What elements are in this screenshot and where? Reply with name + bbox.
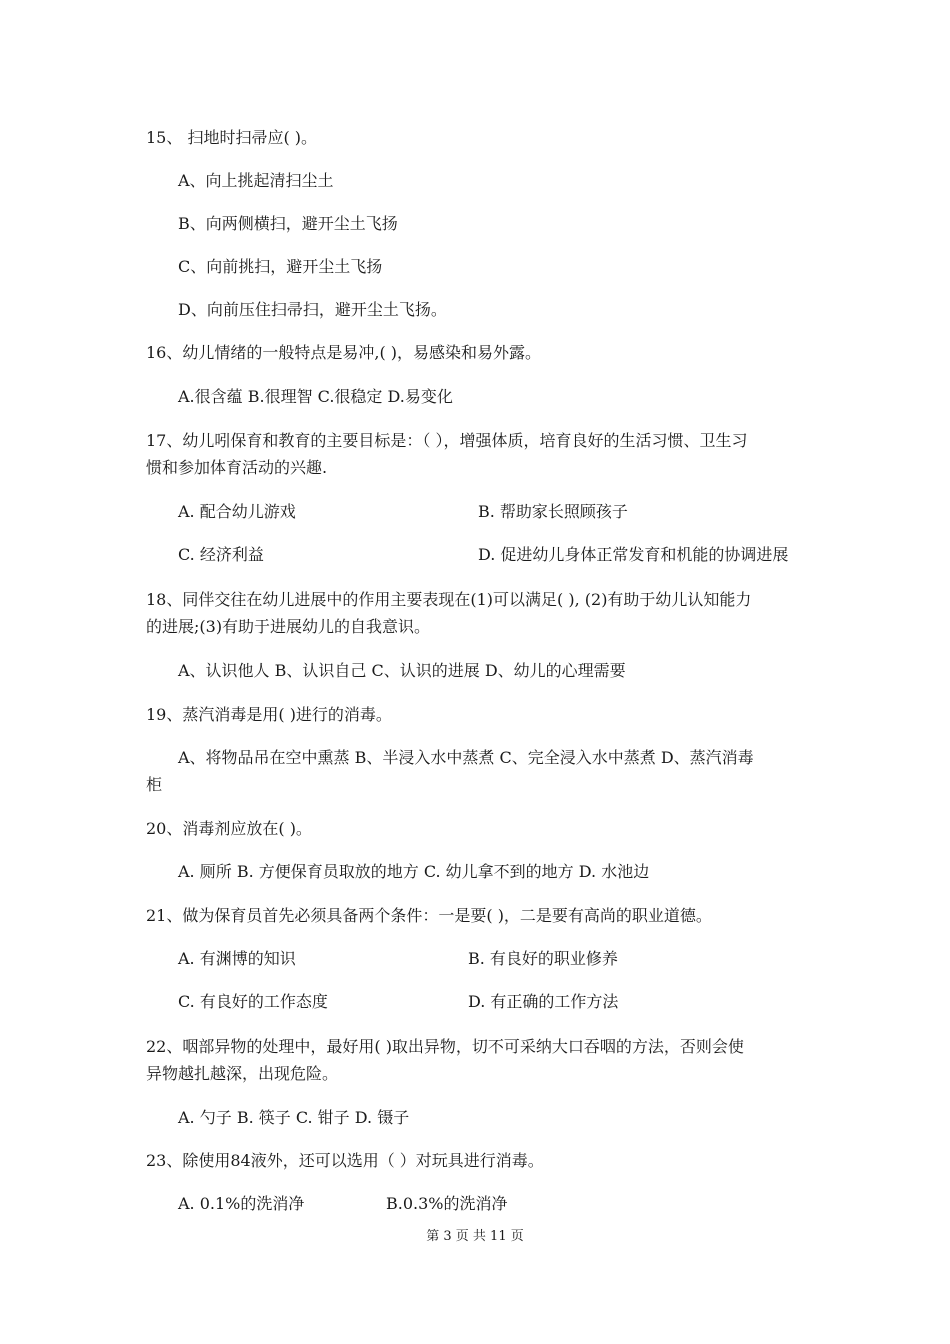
question-18-options: A、认识他人 B、认识自己 C、认识的进展 D、幼儿的心理需要 xyxy=(178,661,626,680)
question-20-stem: 20、消毒剂应放在( )。 xyxy=(146,819,312,838)
question-19-stem: 19、蒸汽消毒是用( )进行的消毒。 xyxy=(146,705,392,724)
question-17-option-c: C. 经济利益 xyxy=(178,545,264,564)
question-19-options: A、将物品吊在空中熏蒸 B、半浸入水中蒸煮 C、完全浸入水中蒸煮 D、蒸汽消毒 xyxy=(178,748,754,767)
question-18-stem-line1: 18、同伴交往在幼儿进展中的作用主要表现在(1)可以满足( ), (2)有助于幼儿认知能力 xyxy=(146,590,752,609)
question-16-stem: 16、幼儿情绪的一般特点是易冲,( )，易感染和易外露。 xyxy=(146,343,542,362)
question-19-options-wrap: 柜 xyxy=(146,775,163,794)
question-22-options: A. 勺子 B. 筷子 C. 钳子 D. 镊子 xyxy=(178,1108,410,1127)
question-17-option-a: A. 配合幼儿游戏 xyxy=(178,502,296,521)
question-22-stem-line2: 异物越扎越深，出现危险。 xyxy=(146,1064,339,1083)
question-16-options: A.很含蕴 B.很理智 C.很稳定 D.易变化 xyxy=(178,387,453,406)
question-23-option-a: A. 0.1%的洗消净 xyxy=(178,1194,305,1213)
question-21-option-a: A. 有渊博的知识 xyxy=(178,949,296,968)
question-17-option-b: B. 帮助家长照顾孩子 xyxy=(478,502,628,521)
question-20-options: A. 厕所 B. 方便保育员取放的地方 C. 幼儿拿不到的地方 D. 水池边 xyxy=(178,862,650,881)
question-23-option-b: B.0.3%的洗消净 xyxy=(386,1194,508,1213)
question-21-option-c: C. 有良好的工作态度 xyxy=(178,992,328,1011)
question-17-option-d: D. 促进幼儿身体正常发育和机能的协调进展 xyxy=(478,545,789,564)
question-15-option-a: A、向上挑起清扫尘土 xyxy=(178,171,334,190)
question-22-stem-line1: 22、咽部异物的处理中，最好用( )取出异物，切不可采纳大口吞咽的方法，否则会使 xyxy=(146,1037,744,1056)
question-17-stem-line2: 惯和参加体育活动的兴趣. xyxy=(146,458,328,477)
question-21-option-d: D. 有正确的工作方法 xyxy=(468,992,619,1011)
question-15-stem: 15、 扫地时扫帚应( )。 xyxy=(146,128,318,147)
question-15-option-d: D、向前压住扫帚扫，避开尘土飞扬。 xyxy=(178,300,447,319)
question-23-stem: 23、除使用84液外，还可以选用（ ）对玩具进行消毒。 xyxy=(146,1151,544,1170)
question-15-option-b: B、向两侧横扫，避开尘土飞扬 xyxy=(178,214,398,233)
question-21-option-b: B. 有良好的职业修养 xyxy=(468,949,618,968)
page-footer: 第 3 页 共 11 页 xyxy=(426,1229,524,1244)
question-21-stem: 21、做为保育员首先必须具备两个条件：一是要( )，二是要有高尚的职业道德。 xyxy=(146,906,712,925)
question-15-option-c: C、向前挑扫，避开尘土飞扬 xyxy=(178,257,383,276)
question-18-stem-line2: 的进展;(3)有助于进展幼儿的自我意识。 xyxy=(146,617,431,636)
question-17-stem-line1: 17、幼儿吲保育和教育的主要目标是：（ ），增强体质，培育良好的生活习惯、卫生习 xyxy=(146,431,748,450)
